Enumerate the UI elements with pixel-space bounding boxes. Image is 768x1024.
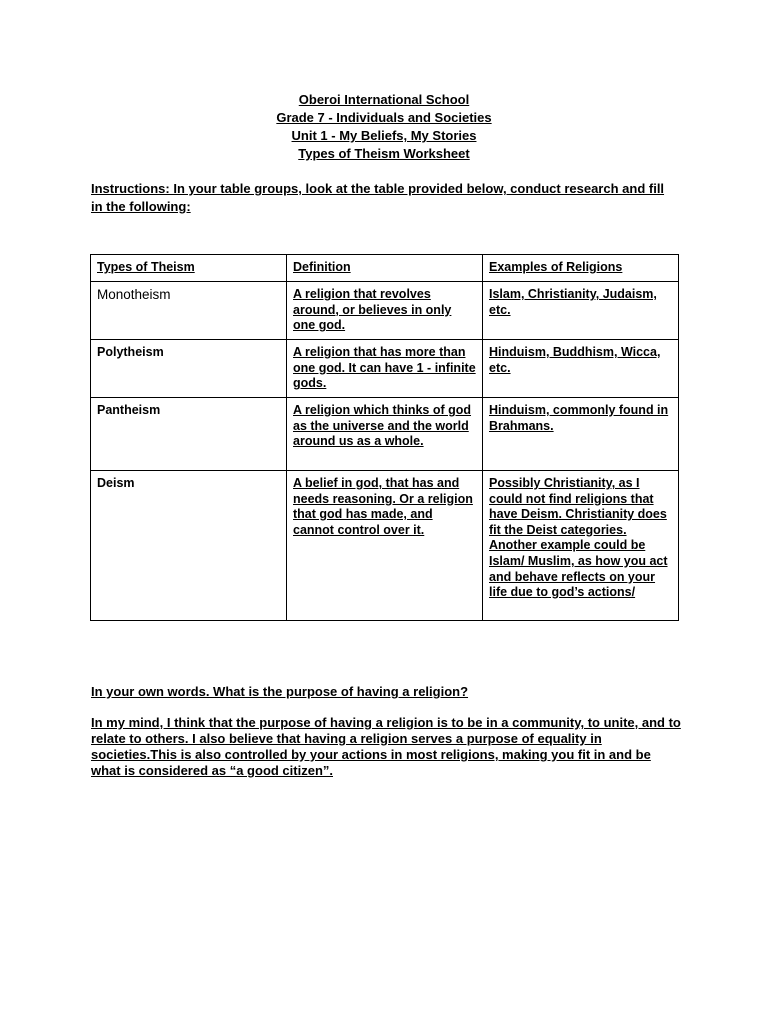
definition-text: A belief in god, that has and needs reasoning. Or a religion that god has made, and cannot control over it. (293, 476, 473, 537)
table-row (91, 471, 679, 621)
theism-table (90, 254, 679, 621)
definition-cell (287, 398, 483, 471)
type-label: Polytheism (97, 345, 164, 359)
grade-title: Grade 7 - Individuals and Societies (276, 110, 492, 125)
type-cell (91, 398, 287, 471)
examples-cell (483, 398, 679, 471)
column-header-type: Types of Theism (91, 255, 287, 282)
question-text: In your own words. What is the purpose of having a religion? (91, 684, 469, 699)
type-label: Pantheism (97, 403, 161, 417)
type-cell (91, 340, 287, 398)
type-cell (91, 282, 287, 340)
answer-text: In my mind, I think that the purpose of having a religion is to be in a community, to unite, and to relate to others. I also believe that having a religion serves a purpose of equality in societies.This is also controlled by your actions in most religions, making you fit in and be what is considered as “a good citizen”. (91, 715, 681, 778)
instructions-text: Instructions: In your table groups, look at the table provided below, conduct research and fill in the following: (91, 181, 665, 214)
examples-cell (483, 340, 679, 398)
type-label: Monotheism (97, 287, 171, 302)
column-header-examples: Examples of Religions (483, 255, 679, 282)
type-label: Deism (97, 476, 135, 490)
table-row (91, 282, 679, 340)
type-cell (91, 471, 287, 621)
definition-text: A religion that revolves around, or believes in only one god. (293, 287, 452, 333)
examples-text: Hinduism, commonly found in Brahmans. (489, 403, 669, 433)
column-header-definition: Definition (287, 255, 483, 282)
definition-cell (287, 340, 483, 398)
definition-cell (287, 282, 483, 340)
definition-cell (287, 471, 483, 621)
table-row (91, 398, 679, 471)
worksheet-title: Types of Theism Worksheet (298, 146, 470, 161)
table-header-row (91, 255, 679, 282)
examples-text: Islam, Christianity, Judaism, etc. (489, 287, 657, 317)
document-header (0, 91, 768, 163)
table-row (91, 340, 679, 398)
examples-text: Hinduism, Buddhism, Wicca, etc. (489, 345, 661, 375)
unit-title: Unit 1 - My Beliefs, My Stories (291, 128, 477, 143)
school-name: Oberoi International School (298, 92, 470, 107)
examples-cell (483, 282, 679, 340)
definition-text: A religion which thinks of god as the universe and the world around us as a whole. (293, 403, 472, 449)
examples-text: Possibly Christianity, as I could not find religions that have Deism. Christianity does fit the Deist categories. Another example could be Islam/ Muslim, as how you act and behave reflects on your life due to god’s actions/ (489, 476, 668, 600)
examples-cell (483, 471, 679, 621)
definition-text: A religion that has more than one god. It can have 1 - infinite gods. (293, 345, 476, 391)
